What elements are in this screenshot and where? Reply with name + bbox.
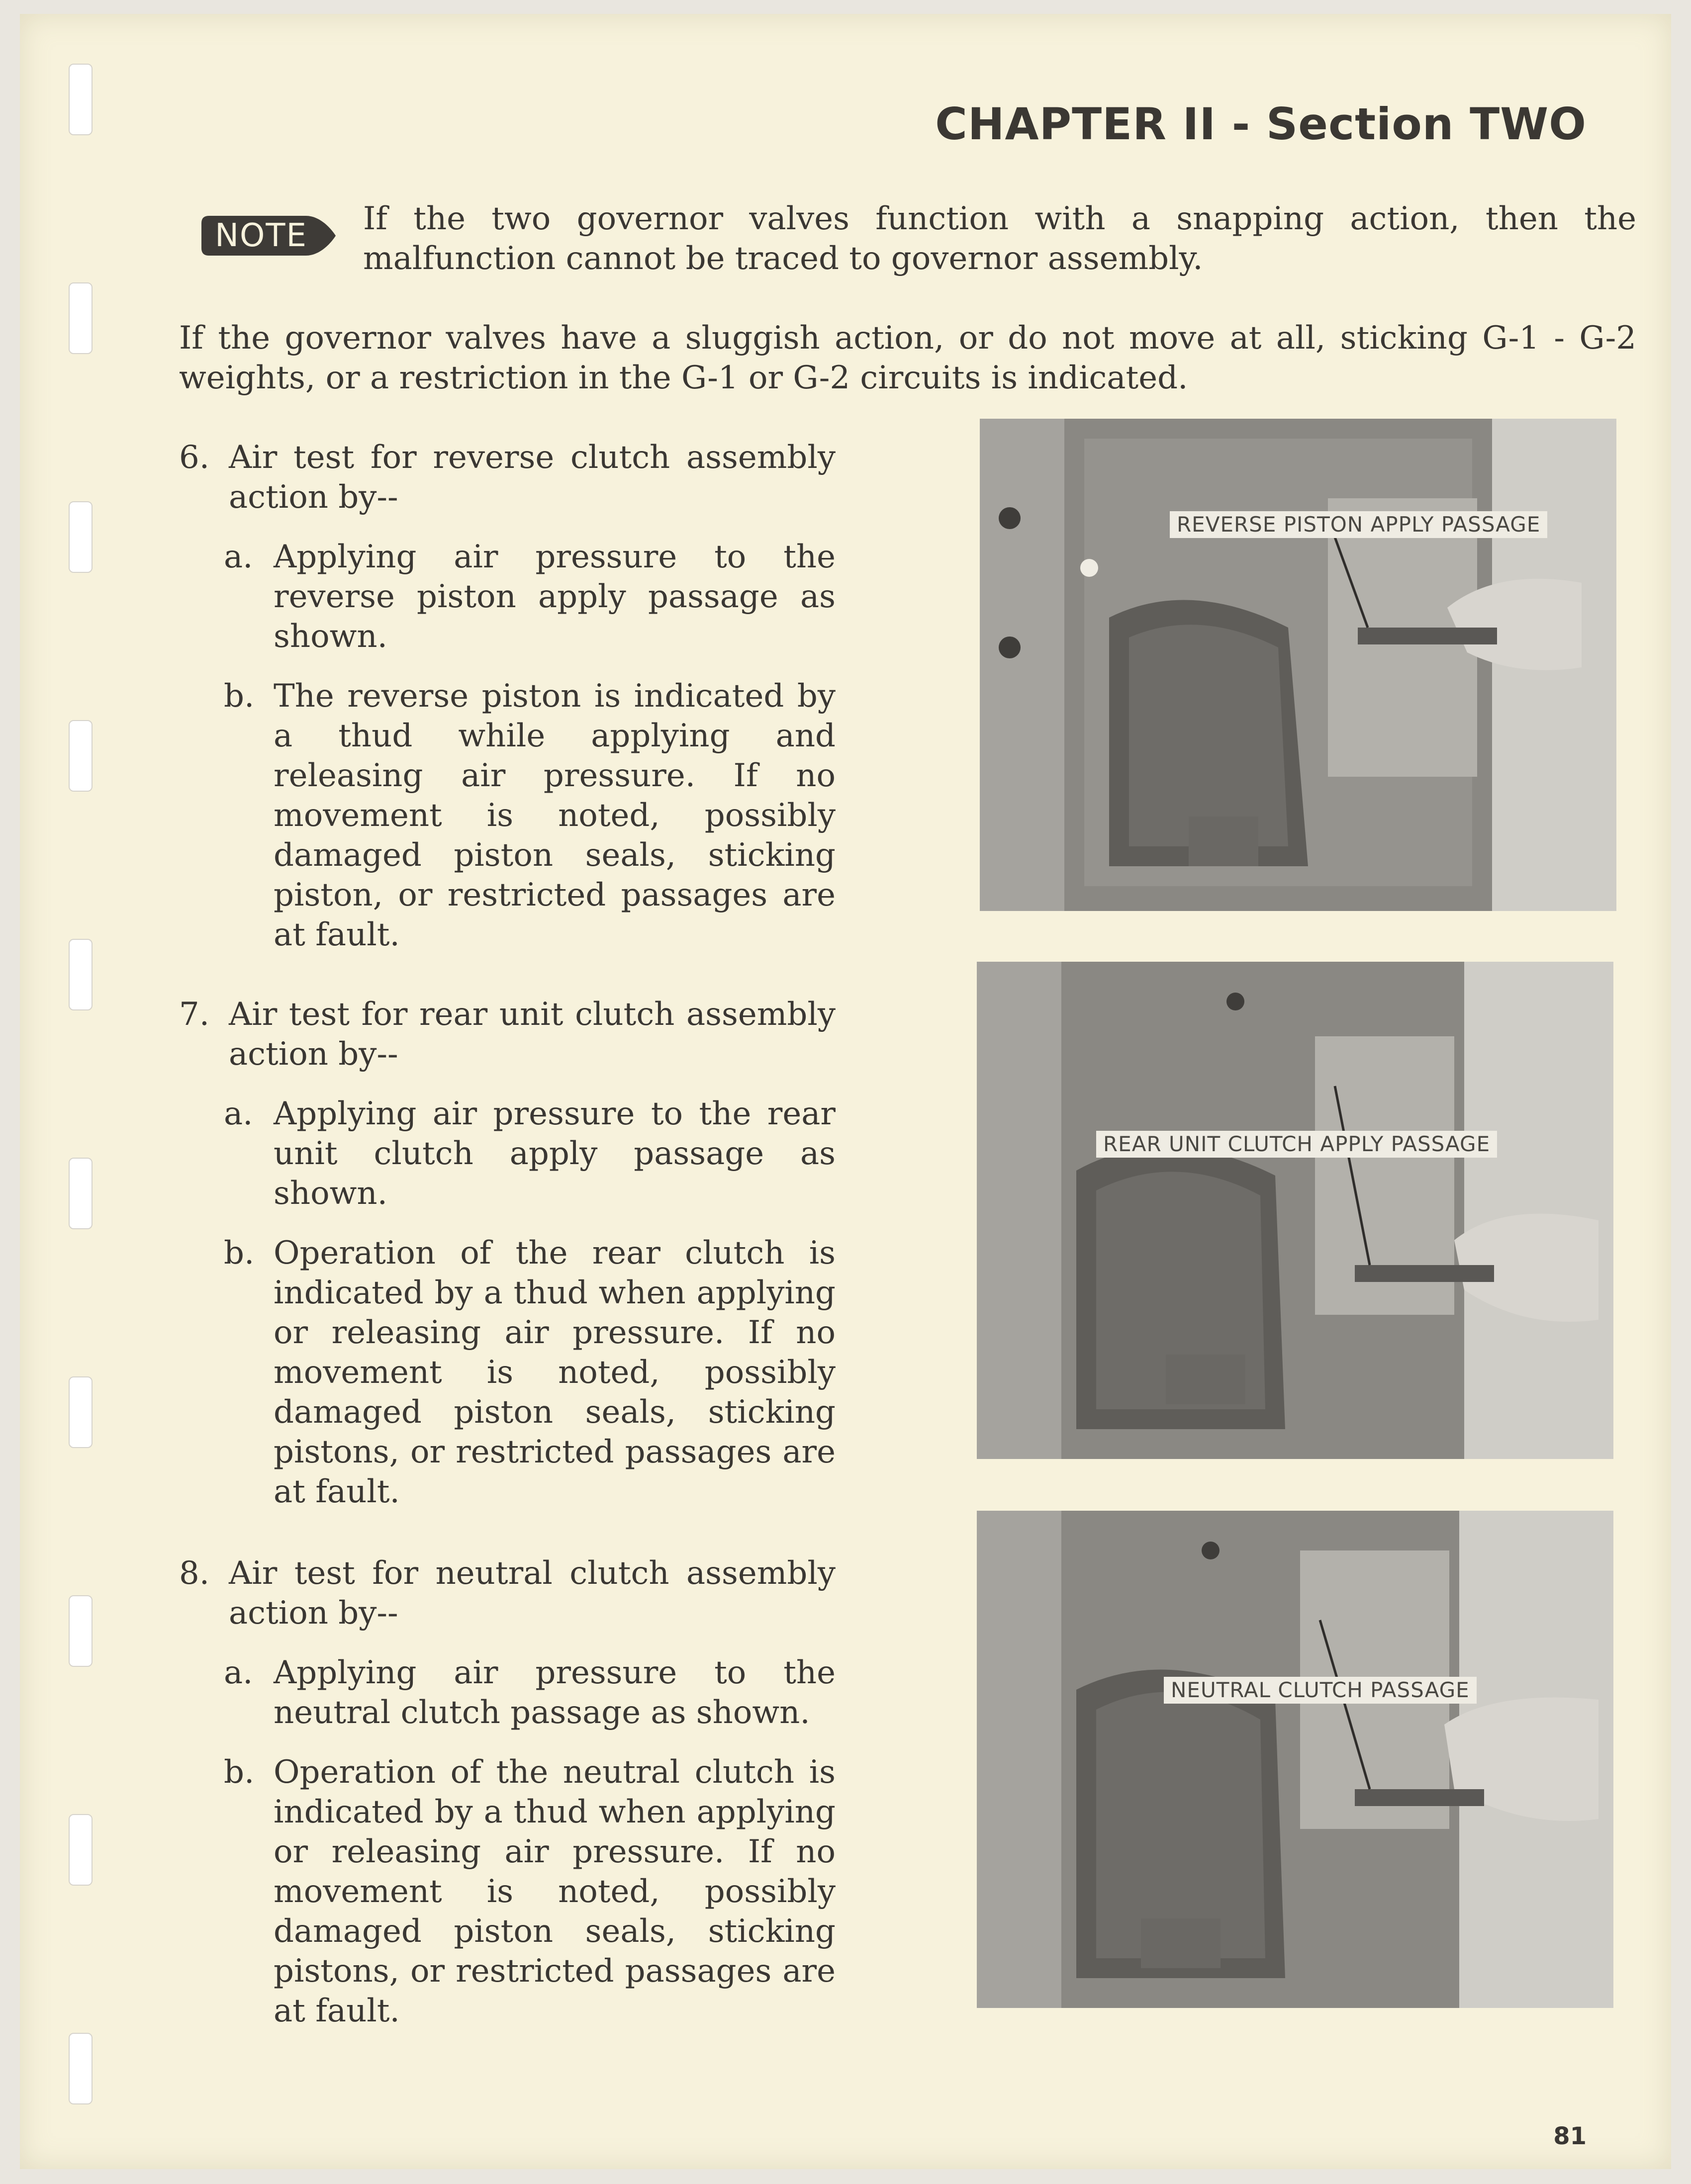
step-8 (179, 1553, 836, 1633)
photo-callout: NEUTRAL CLUTCH PASSAGE (1164, 1677, 1477, 1704)
binder-hole (69, 939, 93, 1010)
binder-hole (69, 1376, 93, 1448)
step-number: 7. (179, 996, 210, 1033)
note-badge-label: NOTE (215, 217, 307, 254)
sub-letter: a. (224, 1654, 253, 1691)
binder-hole (69, 64, 93, 135)
transmission-case-photo (977, 962, 1613, 1459)
photo-callout: REVERSE PISTON APPLY PASSAGE (1170, 511, 1547, 538)
step-number: 8. (179, 1555, 210, 1592)
binder-hole (69, 1158, 93, 1229)
sub-text: The reverse piston is indicated by a thud while applying and releasing air pressure. If no movement is noted, possibly damaged piston seals, sticking piston, or restricted passages are at fault. (274, 678, 836, 953)
transmission-case-photo (977, 1511, 1613, 2008)
binder-hole (69, 720, 93, 792)
photo-neutral-clutch (977, 1511, 1613, 2008)
photo-rear-unit-clutch (977, 962, 1613, 1459)
sub-letter: b. (224, 678, 255, 715)
binder-hole (69, 282, 93, 354)
step-title: Air test for rear unit clutch assembly action by-- (229, 996, 836, 1073)
sub-text: Applying air pressure to the reverse piston apply passage as shown. (274, 539, 836, 655)
step-7-sub-b (224, 1233, 836, 1512)
step-number: 6. (179, 439, 210, 476)
step-6-sub-b (224, 676, 836, 955)
binder-hole (69, 2033, 93, 2104)
note-badge-group (199, 211, 338, 261)
step-6 (179, 438, 836, 517)
intro-paragraph: If the governor valves have a sluggish action, or do not move at all, sticking G-1 - G-2 weights, or a restriction in the G-1 or G-2 circuits is indicated. (179, 320, 1636, 396)
sub-text: Operation of the rear clutch is indicated by a thud when applying or releasing air pressure. If no movement is noted, possibly damaged piston seals, sticking pistons, or restricted passages are at fault. (274, 1235, 836, 1510)
step-8-sub-a (224, 1653, 836, 1732)
step-8-sub-b (224, 1752, 836, 2031)
note-text: If the two governor valves function with a snapping action, then the malfunction cannot be traced to governor assembly. (363, 200, 1636, 277)
step-7-sub-a (224, 1094, 836, 1213)
step-6-sub-a (224, 537, 836, 656)
sub-letter: b. (224, 1235, 255, 1272)
sub-letter: a. (224, 1095, 253, 1132)
sub-letter: b. (224, 1754, 255, 1791)
binder-hole (69, 501, 93, 573)
binder-hole (69, 1595, 93, 1667)
sub-text: Applying air pressure to the rear unit clutch apply passage as shown. (274, 1095, 836, 1212)
photo-callout: REAR UNIT CLUTCH APPLY PASSAGE (1096, 1131, 1497, 1158)
sub-letter: a. (224, 539, 253, 575)
binder-hole (69, 1814, 93, 1886)
step-title: Air test for neutral clutch assembly action by-- (229, 1555, 836, 1632)
page-number: 81 (1553, 2122, 1587, 2150)
binder-holes (69, 64, 91, 2152)
transmission-case-photo (980, 419, 1616, 911)
sub-text: Applying air pressure to the neutral clutch passage as shown. (274, 1654, 836, 1731)
chapter-header: CHAPTER II - Section TWO (935, 98, 1587, 150)
photo-reverse-piston (980, 419, 1616, 911)
sub-text: Operation of the neutral clutch is indicated by a thud when applying or releasing air pressure. If no movement is noted, possibly damaged piston seals, sticking pistons, or restricted passages are at fault. (274, 1754, 836, 2029)
manual-page (20, 14, 1671, 2169)
step-title: Air test for reverse clutch assembly action by-- (229, 439, 836, 516)
step-7 (179, 995, 836, 1074)
